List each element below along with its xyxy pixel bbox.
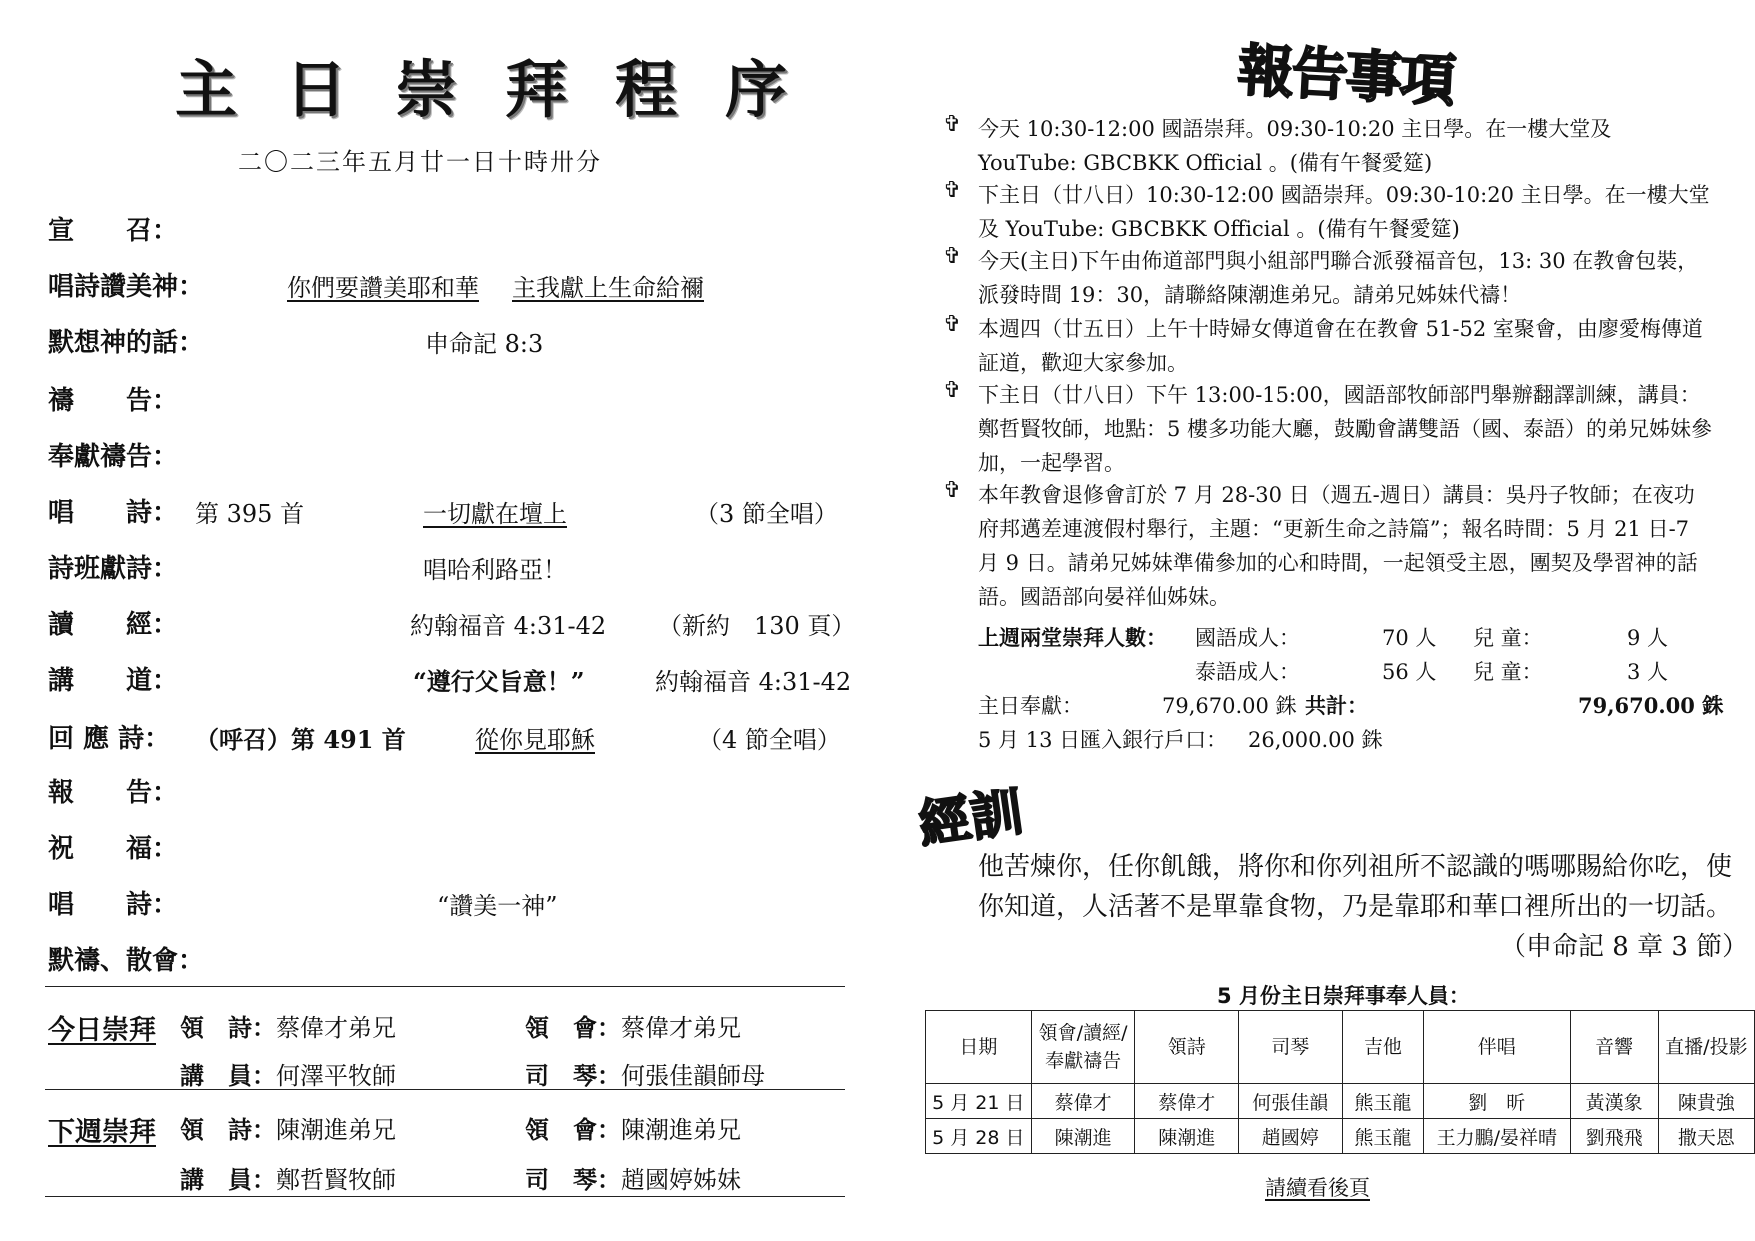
- announcement-item: [935, 112, 1715, 180]
- order-item-note: （4 節全唱）: [698, 726, 841, 754]
- order-item-label: 宣 召：: [48, 216, 179, 246]
- today-host: 領 會：蔡偉才弟兄: [525, 1013, 741, 1042]
- offering-total: 79,670.00 銖: [1578, 693, 1724, 718]
- mandarin-adult-label: 國語成人：: [1195, 626, 1300, 650]
- roster-header-cell: 吉他: [1342, 1011, 1424, 1084]
- service-roster-table: [925, 1010, 1755, 1154]
- order-item-label: 報 告：: [48, 778, 179, 808]
- roster-cell: 劉飛飛: [1570, 1119, 1658, 1154]
- mandarin-adult-count: 70 人: [1382, 626, 1437, 650]
- offering-label: 主日奉獻：: [978, 694, 1083, 718]
- roster-cell: 蔡偉才: [1031, 1084, 1135, 1119]
- order-item-label: 唱詩讚美神：: [48, 272, 205, 302]
- attendance-label: 上週兩堂崇拜人數：: [978, 625, 1167, 650]
- announcement-item: [935, 178, 1715, 246]
- order-item-title: 約翰福音 4:31-42: [410, 612, 607, 640]
- roster-title: 5 月份主日崇拜事奉人員：: [1217, 984, 1470, 1008]
- announcement-text: 本年教會退修會訂於 7 月 28-30 日（週五-週日）講員：吳丹子牧師；在夜功府邦邁差連渡假村舉行，主題：“更新生命之詩篇”；報名時間：5 月 21 日-7 月 9 日。請弟兄姊妹準備參加的心和時間，一起領受主恩，團契及學習神的話語。國語部向晏祥仙姊妹。: [978, 483, 1698, 609]
- page-title: 主日崇拜程序: [175, 53, 836, 126]
- divider: [45, 1089, 845, 1090]
- today-speaker: 講 員：何澤平牧師: [180, 1061, 396, 1090]
- cross-icon: ✞: [943, 478, 962, 503]
- today-pianist: 司 琴：何張佳韻師母: [525, 1061, 765, 1090]
- roster-cell: 5 月 28 日: [926, 1119, 1032, 1154]
- offering-total-label: 共計：: [1305, 693, 1368, 718]
- order-item-label: 講 道：: [48, 666, 179, 696]
- order-item-label: 默禱、散會：: [48, 946, 205, 976]
- roster-cell: 熊玉龍: [1342, 1084, 1424, 1119]
- roster-header-cell: 領詩: [1135, 1011, 1239, 1084]
- roster-cell: 熊玉龍: [1342, 1119, 1424, 1154]
- roster-header-cell: 司琴: [1239, 1011, 1343, 1084]
- roster-header-cell: 音響: [1570, 1011, 1658, 1084]
- divider: [45, 986, 845, 987]
- order-item-label: 祝 福：: [48, 834, 179, 864]
- announcement-text: 下主日（廿八日）下午 13:00-15:00，國語部牧師部門舉辦翻譯訓練，講員：鄭哲賢牧師，地點：5 樓多功能大廳，鼓勵會講雙語（國、泰語）的弟兄姊妹參加，一起學習。: [978, 383, 1713, 475]
- next-worship-label: 下週崇拜: [48, 1117, 156, 1148]
- next-speaker: 講 員：鄭哲賢牧師: [180, 1165, 396, 1194]
- next-pianist: 司 琴：趙國婷姊妹: [525, 1165, 741, 1194]
- child-label: 兒 童：: [1473, 660, 1543, 684]
- roster-header-cell: 直播/投影: [1658, 1011, 1754, 1084]
- roster-cell: 陳貴強: [1658, 1084, 1754, 1119]
- roster-cell: 王力鵬/晏祥晴: [1424, 1119, 1570, 1154]
- memory-verse-line: 你知道，人活著不是單靠食物，乃是靠耶和華口裡所出的一切話。: [978, 892, 1733, 922]
- memory-verse-title: 經訓: [914, 781, 1027, 856]
- roster-cell: 趙國婷: [1239, 1119, 1343, 1154]
- thai-adult-label: 泰語成人：: [1195, 660, 1300, 684]
- memory-verse-reference: （申命記 8 章 3 節）: [1500, 932, 1749, 962]
- order-item-title: “遵行父旨意！”: [413, 667, 585, 696]
- roster-cell: 陳潮進: [1135, 1119, 1239, 1154]
- today-leader: 領 詩：蔡偉才弟兄: [180, 1013, 396, 1042]
- order-item-title: 你們要讚美耶和華: [287, 274, 479, 302]
- continue-link[interactable]: 請續看後頁: [1265, 1176, 1370, 1200]
- announcement-text: 今天(主日)下午由佈道部門與小組部門聯合派發福音包，13: 30 在教會包裝，派發時間 19：30，請聯絡陳潮進弟兄。請弟兄姊妹代禱！: [978, 249, 1699, 307]
- next-leader: 領 詩：陳潮進弟兄: [180, 1115, 396, 1144]
- announcement-item: [935, 478, 1715, 614]
- roster-cell: 何張佳韻: [1239, 1084, 1343, 1119]
- roster-header-cell: 伴唱: [1424, 1011, 1570, 1084]
- cross-icon: ✞: [943, 378, 962, 403]
- memory-verse-line: 他苦煉你，任你飢餓，將你和你列祖所不認識的嗎哪賜給你吃，使: [978, 852, 1733, 882]
- service-date: 二〇二三年五月廿一日十時卅分: [238, 148, 602, 176]
- cross-icon: ✞: [943, 112, 962, 137]
- order-item-title: “讚美一神”: [437, 892, 558, 920]
- next-host: 領 會：陳潮進弟兄: [525, 1115, 741, 1144]
- order-item-label: 讀 經：: [48, 610, 179, 640]
- order-item-label: 奉獻禱告：: [48, 442, 179, 472]
- cross-icon: ✞: [943, 244, 962, 269]
- order-item-label: 唱 詩：: [48, 498, 179, 528]
- order-item-note: （新約 130 頁）: [658, 612, 856, 640]
- child-label: 兒 童：: [1473, 626, 1543, 650]
- roster-cell: 蔡偉才: [1135, 1084, 1239, 1119]
- announcement-item: [935, 244, 1715, 312]
- order-item-label: 唱 詩：: [48, 890, 179, 920]
- table-row: [926, 1119, 1755, 1154]
- divider: [45, 1196, 845, 1197]
- order-item-title: 一切獻在壇上: [423, 500, 567, 528]
- order-item-note: 主我獻上生命給禰: [512, 274, 704, 302]
- order-item-title: 從你見耶穌: [475, 726, 595, 754]
- mandarin-child-count: 9 人: [1627, 626, 1669, 650]
- announcement-text: 今天 10:30-12:00 國語崇拜。09:30-10:20 主日學。在一樓大堂及 YouTube: GBCBKK Official 。(備有午餐愛筵): [978, 117, 1612, 175]
- thai-child-count: 3 人: [1627, 660, 1669, 684]
- order-item-label: 默想神的話：: [48, 328, 205, 358]
- announcement-text: 本週四（廿五日）上午十時婦女傳道會在在教會 51-52 室聚會，由廖愛梅傳道証道，歡迎大家參加。: [978, 317, 1703, 375]
- sermon-scripture: 約翰福音 4:31-42: [655, 668, 852, 696]
- roster-cell: 5 月 21 日: [926, 1084, 1032, 1119]
- announcement-item: [935, 378, 1715, 480]
- order-item-title: 唱哈利路亞！: [423, 556, 567, 584]
- order-item-label: 詩班獻詩：: [48, 554, 179, 584]
- roster-cell: 劉 昕: [1424, 1084, 1570, 1119]
- cross-icon: ✞: [943, 312, 962, 337]
- thai-adult-count: 56 人: [1382, 660, 1437, 684]
- cross-icon: ✞: [943, 178, 962, 203]
- order-item-note: （3 節全唱）: [695, 500, 838, 528]
- order-item-label: 回 應 詩：: [48, 724, 171, 754]
- roster-cell: 黃漢象: [1570, 1084, 1658, 1119]
- order-item-title: 申命記 8:3: [425, 330, 544, 358]
- today-worship-label: 今日崇拜: [48, 1015, 156, 1046]
- table-row: [926, 1084, 1755, 1119]
- roster-cell: 撒天恩: [1658, 1119, 1754, 1154]
- announcement-text: 下主日（廿八日）10:30-12:00 國語崇拜。09:30-10:20 主日學。在一樓大堂及 YouTube: GBCBKK Official 。(備有午餐愛筵): [978, 183, 1710, 241]
- order-item-prefix: （呼召）第 491 首: [195, 725, 406, 754]
- announcement-item: [935, 312, 1715, 380]
- roster-cell: 陳潮進: [1031, 1119, 1135, 1154]
- bank-deposit-amount: 26,000.00 銖: [1248, 728, 1383, 752]
- order-item-prefix: 第 395 首: [195, 500, 305, 528]
- roster-header-cell: 領會/讀經/奉獻禱告: [1031, 1011, 1135, 1084]
- order-item-label: 禱 告：: [48, 386, 179, 416]
- bank-deposit-label: 5 月 13 日匯入銀行戶口：: [978, 728, 1228, 752]
- offering-amount: 79,670.00 銖: [1162, 694, 1297, 718]
- roster-header-cell: 日期: [926, 1011, 1032, 1084]
- announcements-title: 報告事項: [1236, 37, 1456, 115]
